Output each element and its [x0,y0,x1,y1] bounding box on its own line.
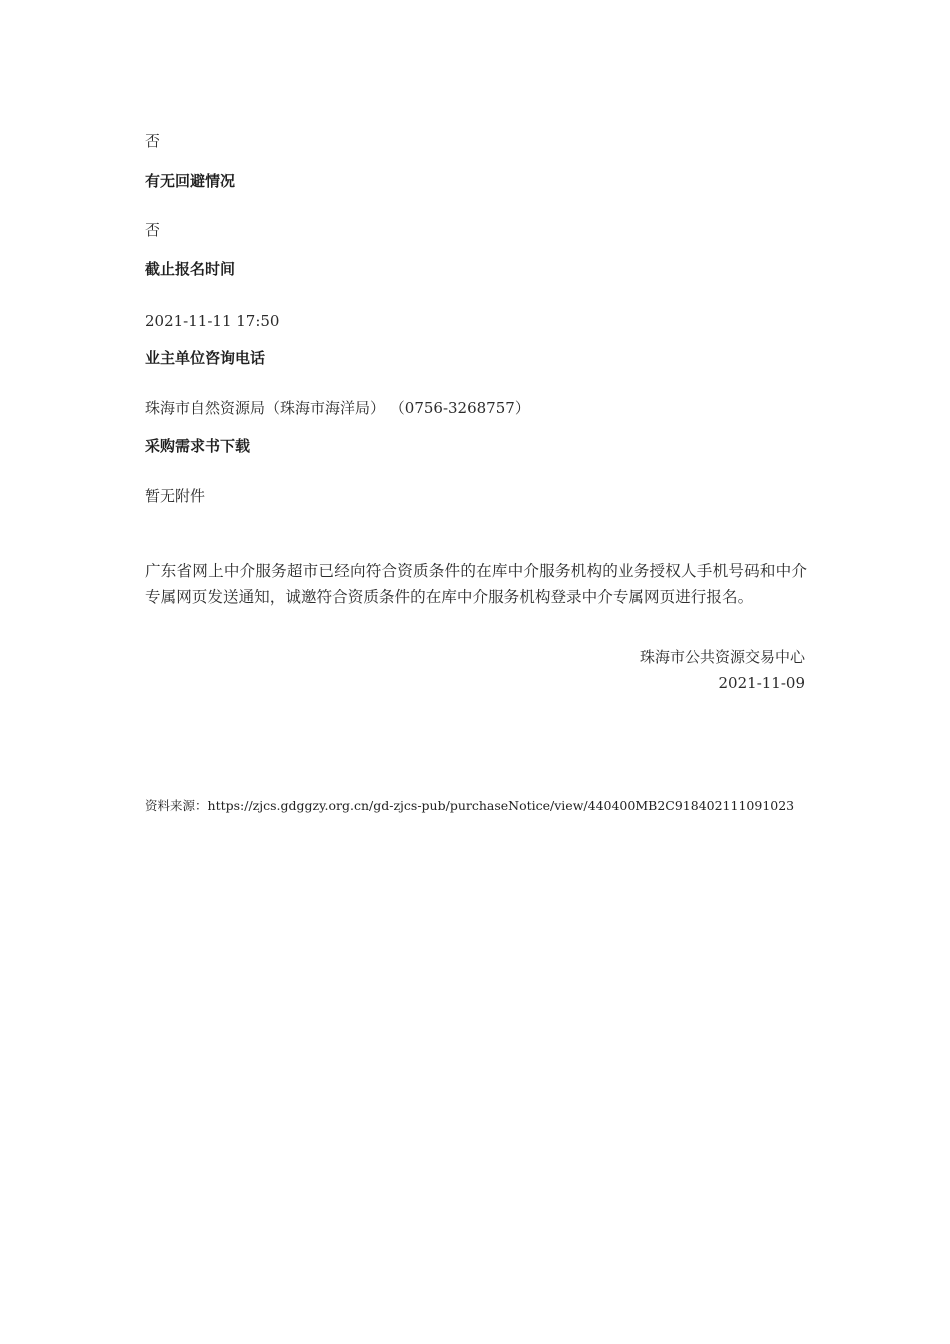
field-value-contact-phone: 珠海市自然资源局（珠海市海洋局） （0756-3268757） [145,399,530,417]
field-value-deadline: 2021-11-11 17:50 [145,312,280,330]
source-url: https://zjcs.gdggzy.org.cn/gd-zjcs-pub/purchaseNotice/view/440400MB2C918402111091023 [207,798,795,813]
source-line [145,797,794,815]
field-heading-avoidance: 有无回避情况 [145,172,236,190]
field-heading-contact-phone: 业主单位咨询电话 [145,349,266,367]
field-heading-deadline: 截止报名时间 [145,260,236,278]
field-value-attachments: 暂无附件 [145,487,206,505]
field-value-avoidance: 否 [145,221,161,239]
notice-paragraph: 广东省网上中介服务超市已经向符合资质条件的在库中介服务机构的业务授权人手机号码和中介专属网页发送通知，诚邀符合资质条件的在库中介服务机构登录中介专属网页进行报名。 [145,562,807,606]
notice-date: 2021-11-09 [718,674,805,692]
field-value-prior: 否 [145,132,161,150]
source-label: 资料来源： [145,798,208,813]
notice-signature: 珠海市公共资源交易中心 [639,648,805,666]
field-heading-requirements-download: 采购需求书下载 [145,437,251,455]
